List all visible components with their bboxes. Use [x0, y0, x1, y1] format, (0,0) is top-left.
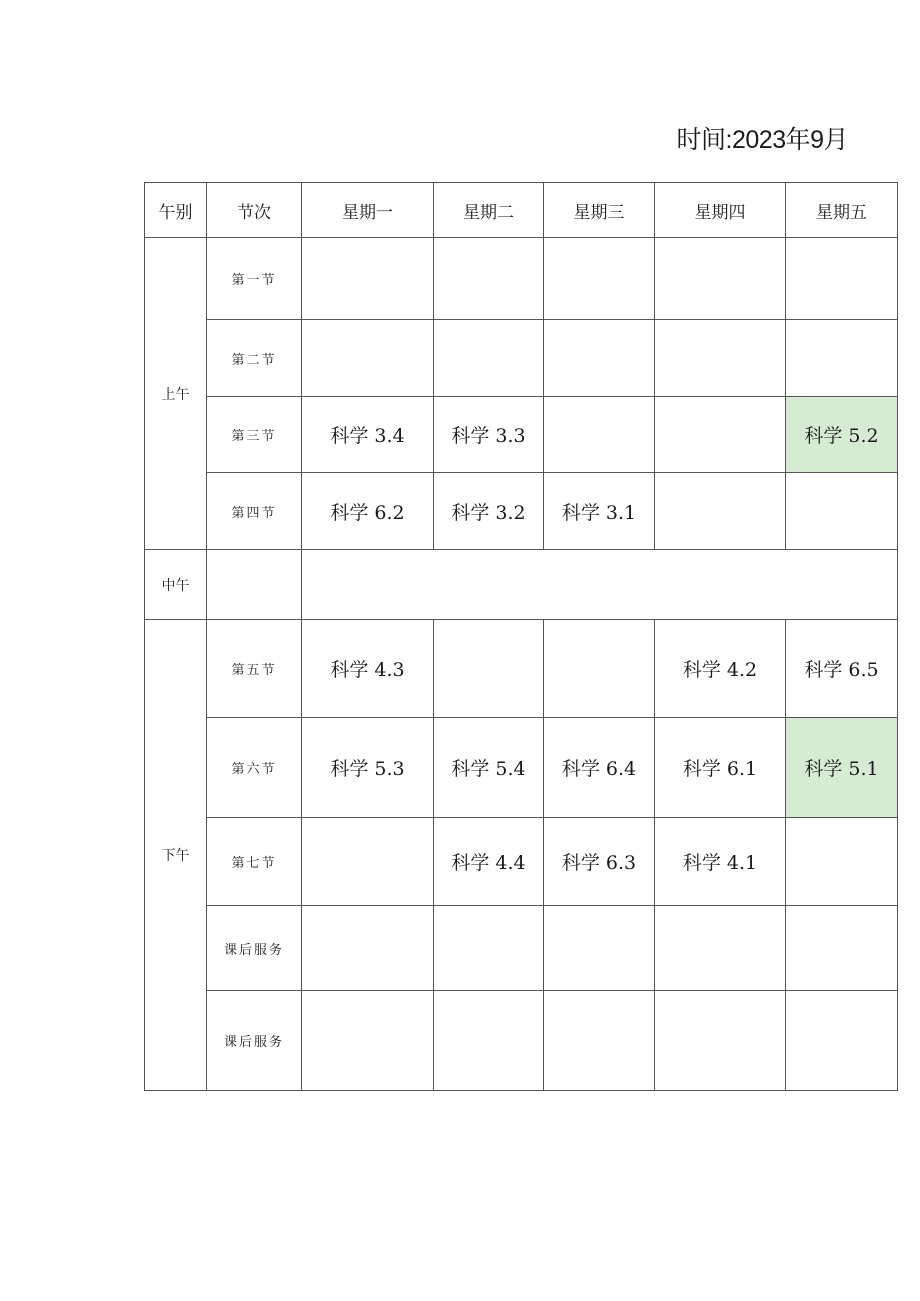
- class-cell: [434, 620, 544, 718]
- class-cell: 科学 4.3: [302, 620, 434, 718]
- class-cell: 科学 4.2: [655, 620, 786, 718]
- class-cell: [786, 906, 898, 991]
- table-row-noon: [145, 550, 898, 620]
- class-cell: 科学 6.2: [302, 473, 434, 550]
- class-cell: [544, 397, 655, 473]
- class-cell: [655, 397, 786, 473]
- header-day-5: 星期五: [786, 183, 898, 238]
- header-day-2: 星期二: [434, 183, 544, 238]
- table-row: [145, 718, 898, 818]
- class-cell: [786, 473, 898, 550]
- period-label: 第五节: [207, 620, 302, 718]
- class-cell: [544, 320, 655, 397]
- class-cell: [544, 991, 655, 1091]
- table-row: [145, 991, 898, 1091]
- class-cell: [786, 818, 898, 906]
- class-cell: [786, 320, 898, 397]
- class-cell: [434, 238, 544, 320]
- segment-noon: 中午: [145, 550, 207, 620]
- class-cell: [302, 818, 434, 906]
- period-label: 课后服务: [207, 906, 302, 991]
- class-cell: 科学 3.1: [544, 473, 655, 550]
- header-day-1: 星期一: [302, 183, 434, 238]
- header-day-3: 星期三: [544, 183, 655, 238]
- class-cell: [655, 320, 786, 397]
- class-cell: [544, 620, 655, 718]
- class-cell: [302, 906, 434, 991]
- class-cell: [434, 991, 544, 1091]
- class-cell: [302, 238, 434, 320]
- class-cell-highlighted: 科学 5.2: [786, 397, 898, 473]
- class-cell: 科学 6.4: [544, 718, 655, 818]
- class-cell: [302, 991, 434, 1091]
- period-label: 第三节: [207, 397, 302, 473]
- header-period: 节次: [207, 183, 302, 238]
- class-cell: 科学 4.1: [655, 818, 786, 906]
- table-row: [145, 906, 898, 991]
- class-cell: 科学 6.3: [544, 818, 655, 906]
- class-cell: [655, 991, 786, 1091]
- period-label: 第一节: [207, 238, 302, 320]
- table-row: [145, 818, 898, 906]
- class-cell: [434, 320, 544, 397]
- class-cell: [786, 238, 898, 320]
- header-row: [145, 183, 898, 238]
- class-cell: [655, 906, 786, 991]
- class-cell: [655, 238, 786, 320]
- period-label: 第六节: [207, 718, 302, 818]
- period-label: 课后服务: [207, 991, 302, 1091]
- noon-period-cell: [207, 550, 302, 620]
- table-row: [145, 473, 898, 550]
- class-cell: [655, 473, 786, 550]
- class-cell: 科学 5.3: [302, 718, 434, 818]
- period-label: 第二节: [207, 320, 302, 397]
- class-cell: 科学 5.4: [434, 718, 544, 818]
- class-cell: [544, 906, 655, 991]
- class-cell: 科学 3.3: [434, 397, 544, 473]
- class-cell: 科学 3.2: [434, 473, 544, 550]
- table-row: [145, 238, 898, 320]
- class-cell: [786, 991, 898, 1091]
- class-cell: 科学 6.5: [786, 620, 898, 718]
- table-row: [145, 620, 898, 718]
- class-cell-highlighted: 科学 5.1: [786, 718, 898, 818]
- segment-morning: 上午: [145, 238, 207, 550]
- table-row: [145, 320, 898, 397]
- period-label: 第四节: [207, 473, 302, 550]
- class-cell: [302, 320, 434, 397]
- class-cell: [544, 238, 655, 320]
- class-cell: 科学 6.1: [655, 718, 786, 818]
- timetable: [144, 182, 898, 1091]
- table-row: [145, 397, 898, 473]
- period-label: 第七节: [207, 818, 302, 906]
- class-cell: [434, 906, 544, 991]
- class-cell: 科学 3.4: [302, 397, 434, 473]
- segment-afternoon: 下午: [145, 620, 207, 1091]
- date-label: 时间:2023年9月: [676, 126, 848, 154]
- header-segment: 午别: [145, 183, 207, 238]
- class-cell: 科学 4.4: [434, 818, 544, 906]
- header-day-4: 星期四: [655, 183, 786, 238]
- noon-merged-cell: [302, 550, 898, 620]
